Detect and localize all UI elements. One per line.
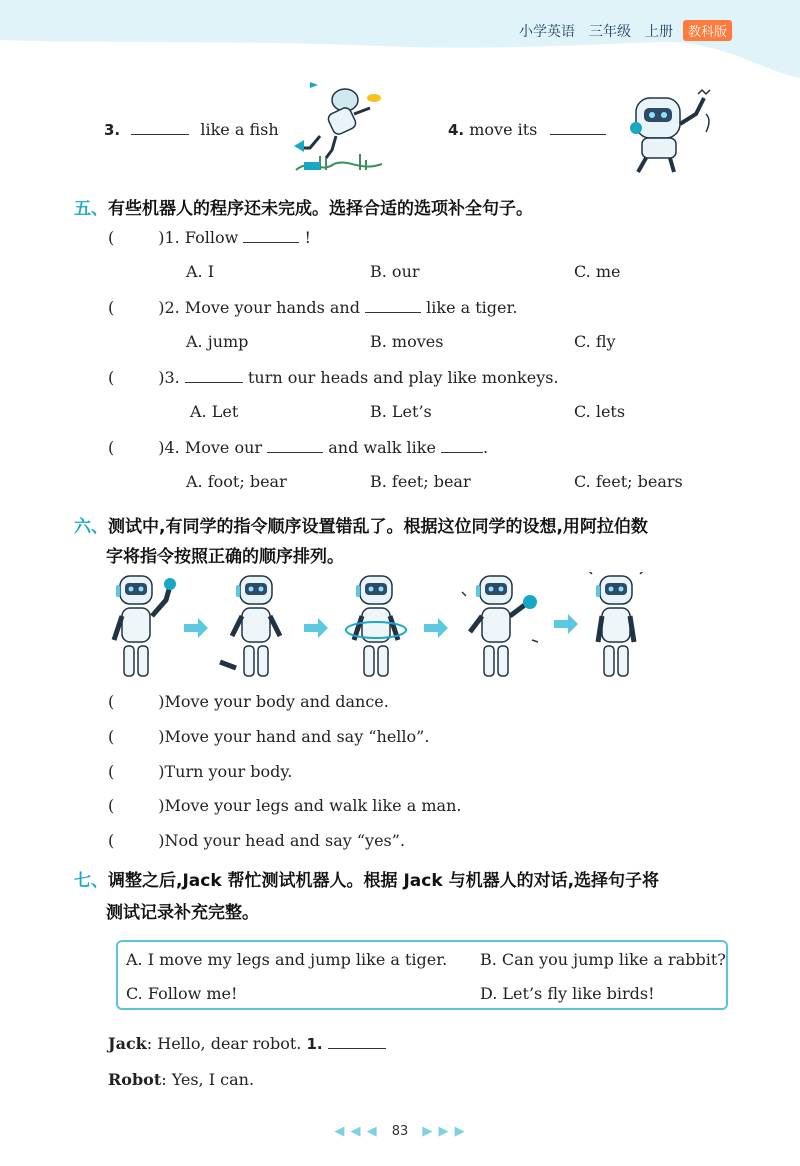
s6-item-4	[108, 796, 461, 815]
top-item-3	[104, 120, 279, 139]
s5-q2-option-a: A. jump	[186, 332, 249, 351]
question-number: 3.	[164, 368, 180, 387]
section7-title-line1	[74, 866, 659, 891]
open-paren: (	[108, 692, 115, 711]
s7-option-d: D. Let’s fly like birds!	[480, 984, 655, 1003]
header-volume: 上册	[644, 23, 673, 40]
s5-q4-option-b: B. feet; bear	[370, 472, 471, 491]
instruction-text: Nod your head and say “yes”.	[164, 831, 406, 850]
open-paren: (	[108, 762, 115, 781]
section-number: 五、	[74, 199, 108, 219]
s6-item-3	[108, 762, 292, 781]
open-paren: (	[108, 368, 115, 387]
section6-title-line1	[74, 512, 648, 537]
open-paren: (	[108, 831, 115, 850]
s5-q1-option-a: A. I	[186, 262, 215, 281]
footer-right-arrows: ▶ ▶ ▶	[422, 1124, 466, 1139]
sequence-arrow-icon	[184, 618, 208, 638]
s5-q3-option-a: A. Let	[190, 402, 239, 421]
page-number: 83	[391, 1124, 409, 1139]
edition-badge: 教科版	[683, 20, 732, 41]
header-subject: 小学英语	[518, 23, 575, 40]
question-post: !	[304, 228, 311, 247]
section-number: 六、	[74, 517, 108, 537]
instruction-text: Turn your body.	[164, 762, 293, 781]
close-paren: )	[158, 831, 165, 850]
section5-title	[74, 194, 533, 219]
s5-q4-option-a: A. foot; bear	[186, 472, 287, 491]
open-paren: (	[108, 796, 115, 815]
s5-question-2	[108, 298, 517, 317]
close-paren: )	[158, 692, 165, 711]
s5-q1-option-b: B. our	[370, 262, 420, 281]
question-post: .	[483, 438, 489, 457]
question-pre: Move your hands and	[184, 298, 360, 317]
s5-q2-option-b: B. moves	[370, 332, 444, 351]
close-paren: )	[158, 368, 165, 387]
section-title-text: 调整之后,Jack 帮忙测试机器人。根据 Jack 与机器人的对话,选择句子将	[108, 871, 660, 891]
blank-number: 1.	[306, 1035, 323, 1053]
instruction-text: Move your body and dance.	[164, 692, 389, 711]
answer-blank[interactable]	[243, 228, 299, 243]
dialog-line-jack	[108, 1034, 386, 1053]
speaker-sep: :	[146, 1034, 153, 1053]
dialog-line-robot	[108, 1070, 254, 1089]
open-paren: (	[108, 727, 115, 746]
footer-left-arrows: ◀ ◀ ◀	[334, 1124, 378, 1139]
s5-q1-option-c: C. me	[574, 262, 621, 281]
close-paren: )	[158, 438, 165, 457]
answer-blank[interactable]	[328, 1034, 386, 1049]
answer-blank[interactable]	[131, 120, 189, 135]
page-footer	[0, 1124, 800, 1139]
close-paren: )	[158, 298, 165, 317]
header-grade: 三年级	[588, 23, 631, 40]
robot-arm-illustration	[616, 88, 720, 180]
s7-option-c: C. Follow me!	[126, 984, 238, 1003]
question-number: 4.	[164, 438, 180, 457]
sequence-arrow-icon	[424, 618, 448, 638]
sequence-arrow-icon	[554, 614, 578, 634]
speaker-name: Robot	[108, 1070, 162, 1089]
robot-step-nod	[588, 572, 644, 676]
s7-option-b: B. Can you jump like a rabbit?	[480, 950, 726, 969]
top-item-4	[448, 120, 606, 139]
close-paren: )	[158, 727, 165, 746]
header-wave-decoration	[0, 0, 800, 90]
robot-step-walk	[220, 576, 280, 676]
instruction-text: Move your legs and walk like a man.	[164, 796, 462, 815]
robot-step-turn	[346, 576, 406, 676]
section-number: 七、	[74, 871, 108, 891]
s5-question-3	[108, 368, 559, 387]
question-number: 2.	[164, 298, 180, 317]
close-paren: )	[158, 762, 165, 781]
question-number: 1.	[164, 228, 180, 247]
item-text: move its	[469, 120, 538, 139]
section-title-text: 测试中,有同学的指令顺序设置错乱了。根据这位同学的设想,用阿拉伯数	[108, 517, 648, 537]
question-pre: Move our	[184, 438, 263, 457]
question-post: turn our heads and play like monkeys.	[247, 368, 559, 387]
question-pre: Follow	[184, 228, 239, 247]
item-number: 3.	[104, 121, 121, 139]
open-paren: (	[108, 298, 115, 317]
close-paren: )	[158, 796, 165, 815]
open-paren: (	[108, 228, 115, 247]
answer-blank[interactable]	[441, 438, 483, 453]
s5-q2-option-c: C. fly	[574, 332, 616, 351]
robot-step-dance	[462, 576, 538, 676]
answer-blank[interactable]	[185, 368, 243, 383]
s7-option-a: A. I move my legs and jump like a tiger.	[126, 950, 448, 969]
instruction-text: Move your hand and say “hello”.	[164, 727, 430, 746]
answer-blank[interactable]	[267, 438, 323, 453]
s6-item-5	[108, 831, 405, 850]
section7-title-line2: 测试记录补充完整。	[106, 903, 259, 923]
robot-step-wave	[114, 576, 176, 676]
item-text: like a fish	[200, 120, 279, 139]
s6-item-1	[108, 692, 389, 711]
s5-question-1	[108, 228, 311, 247]
s5-q3-option-c: C. lets	[574, 402, 626, 421]
dialog-text: Hello, dear robot.	[157, 1034, 302, 1053]
robot-sequence-illustration	[96, 572, 666, 684]
s5-question-4	[108, 438, 488, 457]
sequence-arrow-icon	[304, 618, 328, 638]
section-title-text: 有些机器人的程序还未完成。选择合适的选项补全句子。	[108, 199, 533, 219]
answer-blank[interactable]	[365, 298, 421, 313]
question-mid: and walk like	[328, 438, 436, 457]
question-post: like a tiger.	[426, 298, 518, 317]
speaker-name: Jack	[108, 1034, 147, 1053]
open-paren: (	[108, 438, 115, 457]
dialog-text: Yes, I can.	[171, 1070, 255, 1089]
section6-title-line2: 字将指令按照正确的顺序排列。	[106, 547, 344, 567]
s5-q4-option-c: C. feet; bears	[574, 472, 683, 491]
speaker-sep: :	[161, 1070, 167, 1089]
diving-robot-illustration	[290, 78, 390, 174]
close-paren: )	[158, 228, 165, 247]
s5-q3-option-b: B. Let’s	[370, 402, 432, 421]
page-header	[505, 20, 732, 41]
s6-item-2	[108, 727, 429, 746]
answer-blank[interactable]	[550, 120, 606, 135]
item-number: 4.	[448, 121, 465, 139]
